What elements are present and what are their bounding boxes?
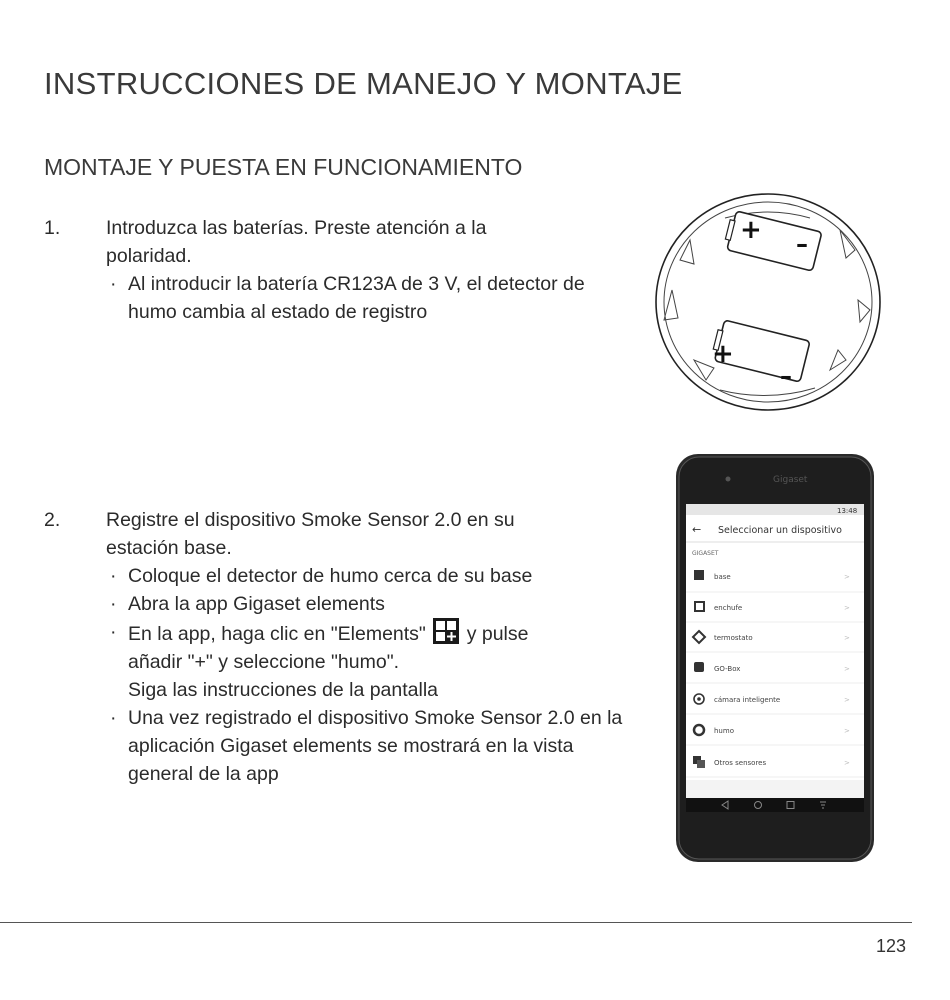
device-item-base: base (714, 573, 731, 581)
page-number: 123 (876, 936, 907, 956)
device-item-humo: humo (714, 727, 734, 735)
chevron-icon: > (844, 727, 850, 735)
bullet-text-before: En la app, haga clic en "Elements" (128, 623, 426, 645)
bullet-item (106, 590, 644, 618)
bullet-dot: · (110, 707, 117, 729)
step-1 (44, 214, 644, 326)
step-text: Introduzca las baterías. Preste atención a la polaridad. (106, 217, 487, 267)
bullet-dot: · (110, 273, 117, 295)
step-number: 1. (44, 217, 61, 239)
battery-plus-top: + (740, 215, 762, 245)
bullet-item (106, 618, 644, 704)
app-header: Seleccionar un dispositivo (718, 525, 842, 536)
bullet-text: Siga las instrucciones de la pantalla (128, 679, 439, 701)
footer-rule (0, 922, 912, 923)
section-subtitle: MONTAJE Y PUESTA EN FUNCIONAMIENTO (44, 154, 523, 180)
bullet-dot: · (110, 593, 117, 615)
battery-compartment-illustration (650, 190, 885, 415)
device-item-enchufe: enchufe (714, 604, 743, 612)
battery-minus-top: – (796, 230, 808, 258)
bullet-text: Coloque el detector de humo cerca de su base (128, 565, 533, 587)
chevron-icon: > (844, 604, 850, 612)
phone-illustration (676, 454, 874, 862)
bullet-item (106, 270, 628, 326)
chevron-icon: > (844, 573, 850, 581)
page-title: INSTRUCCIONES DE MANEJO Y MONTAJE (44, 66, 683, 101)
bullet-text-after: y pulse (466, 623, 529, 645)
chevron-icon: > (844, 634, 850, 642)
device-item-otros: Otros sensores (714, 759, 767, 767)
battery-plus-bottom: + (712, 339, 734, 369)
bullet-dot: · (110, 621, 117, 643)
chevron-icon: > (844, 759, 850, 767)
bullet-text: Abra la app Gigaset elements (128, 593, 385, 615)
back-arrow: ← (692, 523, 702, 536)
elements-grid-icon (433, 618, 459, 644)
bullet-dot: · (110, 565, 117, 587)
section-label: GIGASET (692, 550, 719, 557)
bullet-text: añadir "+" y seleccione "humo". (128, 651, 400, 673)
bullet-item (106, 562, 644, 590)
device-item-camara: cámara inteligente (714, 696, 781, 704)
chevron-icon: > (844, 665, 850, 673)
bullet-text: Al introducir la batería CR123A de 3 V, el detector de humo cambia al estado de registro (128, 273, 585, 323)
chevron-icon: > (844, 696, 850, 704)
battery-minus-bottom: – (780, 362, 792, 390)
device-item-gobox: GO-Box (714, 665, 741, 673)
bullet-text: Una vez registrado el dispositivo Smoke Sensor 2.0 en la aplicación Gigaset elements se mostrará en la vista general de la app (128, 707, 623, 785)
step-2 (44, 506, 644, 788)
step-number: 2. (44, 509, 61, 531)
status-time: 13:48 (837, 507, 858, 515)
phone-brand: Gigaset (773, 475, 808, 485)
step-text: Registre el dispositivo Smoke Sensor 2.0 en su estación base. (106, 509, 515, 559)
bullet-item (106, 704, 633, 788)
device-item-termostato: termostato (714, 634, 753, 642)
